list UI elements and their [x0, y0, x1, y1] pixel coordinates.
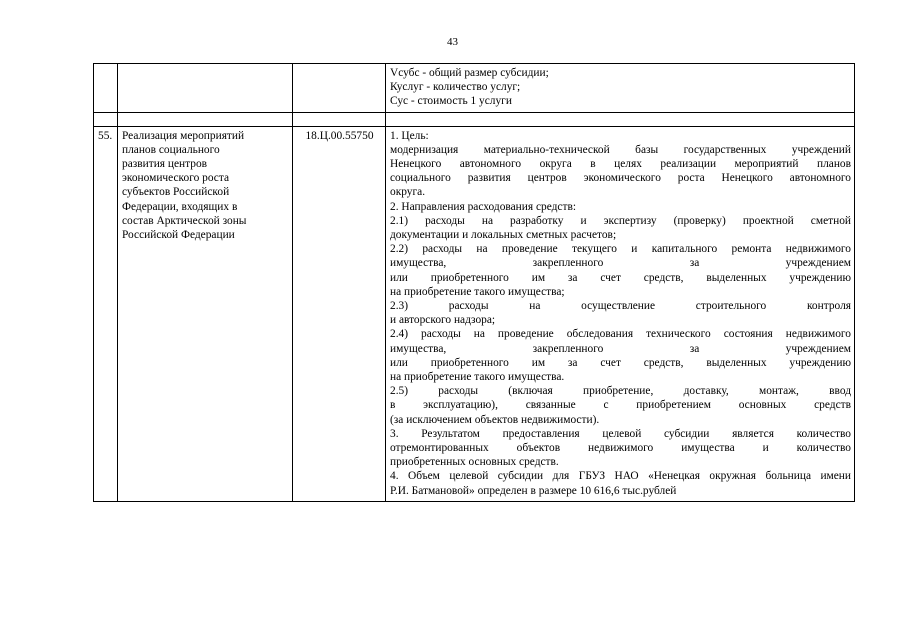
spacer-cell [94, 112, 118, 126]
event-name-cell [118, 126, 293, 501]
description-line: 2.4) расходы на проведение обследования технического состояния недвижимого [390, 328, 851, 341]
description-line: документации и локальных сметных расчетов; [390, 229, 617, 242]
table-row-previous [94, 64, 855, 113]
description-line: 4. Объем целевой субсидии для ГБУЗ НАО «Ненецкая окружная больница имени [390, 470, 851, 483]
page-number: 43 [447, 36, 458, 48]
description-line: или приобретенного им за счет средств, выделенных учреждению [390, 271, 851, 284]
spacer-cell [386, 112, 855, 126]
description-line: 2. Направления расходования средств: [390, 200, 576, 213]
event-name-line: Федерации, входящих в [122, 200, 238, 213]
description-line: на приобретение такого имущества. [390, 371, 565, 384]
description-line: 2.2) расходы на проведение текущего и капитального ремонта недвижимого [390, 243, 851, 256]
budget-code: 18.Ц.00.55750 [293, 126, 386, 501]
description-line: Ненецкого автономного округа в целях реализации мероприятий планов [390, 158, 851, 171]
subsidy-table [93, 63, 855, 502]
description-line: 2.5) расходы (включая приобретение, доставку, монтаж, ввод [390, 385, 851, 398]
description-line: социального развития центров экономического роста Ненецкого автономного [390, 172, 851, 185]
event-name-line: состав Арктической зоны [122, 214, 247, 227]
description-line: 1. Цель: [390, 129, 429, 142]
description-line: и авторского надзора; [390, 314, 496, 327]
formula-line-kuslug: Куслуг - количество услуг; [390, 81, 521, 94]
table-spacer-row [94, 112, 855, 126]
description-line: 3. Результатом предоставления целевой субсидии является количество [390, 427, 851, 440]
description-line: имущества, закрепленного за учреждением [390, 257, 851, 270]
event-name-line: Реализация мероприятий [122, 129, 245, 142]
description-line: 2.1) расходы на разработку и экспертизу (проверку) проектной сметной [390, 214, 851, 227]
description-cell [386, 126, 855, 501]
description-line: Р.И. Батмановой» определен в размере 10 616,6 тыс.рублей [390, 484, 677, 497]
description-line: приобретенных основных средств. [390, 456, 559, 469]
table-row-55 [94, 126, 855, 501]
cell-code-empty [293, 64, 386, 113]
description-line: отремонтированных объектов недвижимого имущества и количество [390, 442, 851, 455]
event-name-line: Российской Федерации [122, 229, 235, 242]
event-name-line: развития центров [122, 158, 208, 171]
cell-description-previous [386, 64, 855, 113]
event-name-line: планов социального [122, 143, 220, 156]
description-line: (за исключением объектов недвижимости). [390, 413, 600, 426]
event-name-line: экономического роста [122, 172, 230, 185]
formula-line-vsubs: Vсубс - общий размер субсидии; [390, 67, 549, 79]
description-line: или приобретенного им за счет средств, выделенных учреждению [390, 356, 851, 369]
description-line: имущества, закрепленного за учреждением [390, 342, 851, 355]
event-name-line: субъектов Российской [122, 186, 230, 199]
spacer-cell [293, 112, 386, 126]
description-line: 2.3) расходы на осуществление строительного контроля [390, 300, 851, 313]
cell-name-empty [118, 64, 293, 113]
spacer-cell [118, 112, 293, 126]
description-line: модернизация материально-технической базы государственных учреждений [390, 143, 851, 156]
description-line: округа. [390, 186, 426, 199]
row-number: 55. [94, 126, 118, 501]
cell-number-empty [94, 64, 118, 113]
formula-line-sus: Сус - стоимость 1 услуги [390, 95, 512, 108]
description-line: в эксплуатацию), связанные с приобретением основных средств [390, 399, 851, 412]
description-line: на приобретение такого имущества; [390, 285, 565, 298]
